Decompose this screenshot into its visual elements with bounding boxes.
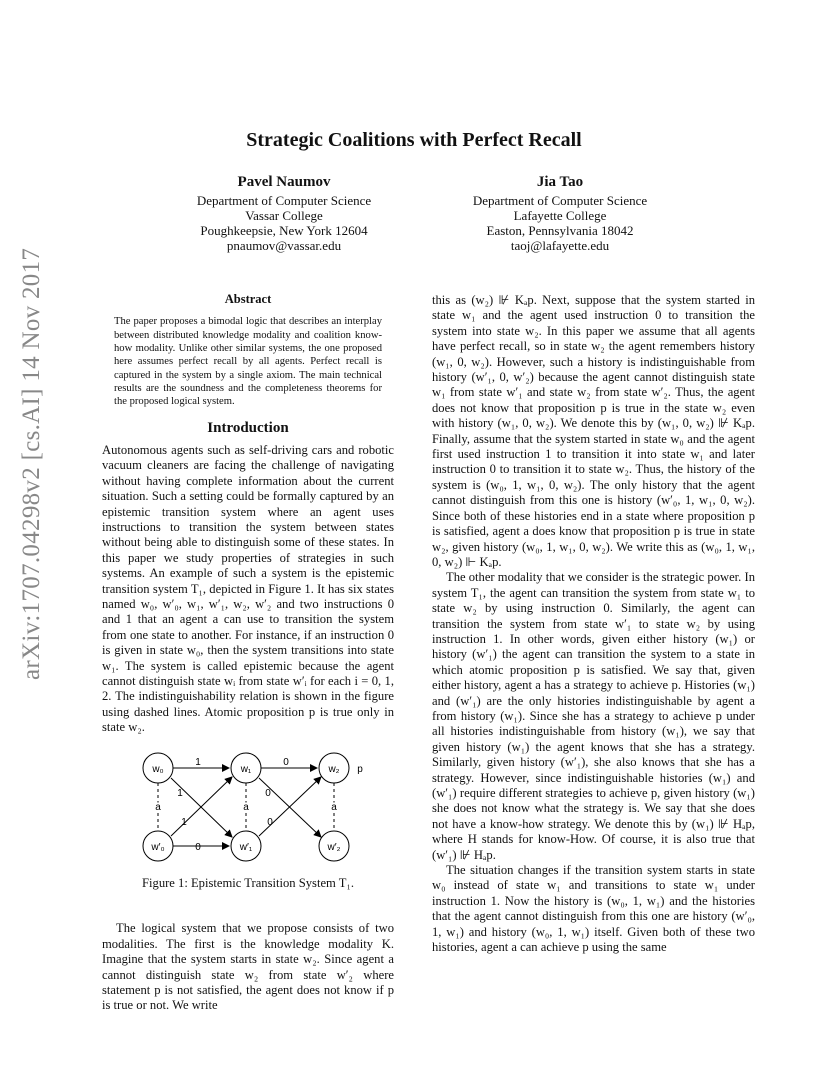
edge-label: 0: [195, 841, 201, 853]
right-column: [432, 293, 755, 955]
author-dept: Department of Computer Science: [196, 193, 372, 208]
author-name: Pavel Naumov: [237, 174, 331, 190]
edge-label: 0: [283, 756, 289, 768]
author-name: Jia Tao: [536, 174, 584, 190]
state-label: w′₀: [151, 841, 165, 853]
edge-label: 0: [267, 816, 273, 828]
author-block: [430, 175, 690, 253]
intro-paragraph: The logical system that we propose consists of two modalities. The first is the knowledge modality K. Imagine that the system starts in state w₂. Since agent a cannot distinguish state w₂ from state w′₂ where statement p is not satisfied, the agent does not know if p is true or not. We write: [102, 921, 394, 1013]
transition-edge: [171, 778, 232, 837]
author-email: pnaumov@vassar.edu: [226, 238, 342, 253]
state-label: w₀: [152, 763, 164, 775]
author-address: Easton, Pennsylvania 18042: [486, 223, 634, 238]
arxiv-stamp: arXiv:1707.04298v2 [cs.AI] 14 Nov 2017: [18, 247, 45, 680]
state-label: w₁: [240, 763, 252, 775]
edge-label: 1: [177, 787, 183, 799]
agent-label: a: [243, 801, 249, 813]
edge-label: 1: [195, 756, 201, 768]
abstract-heading: Abstract: [224, 292, 272, 306]
figure-1: [102, 746, 394, 892]
state-label: w₂: [328, 763, 340, 775]
paper-title: Strategic Coalitions with Perfect Recall: [246, 129, 582, 151]
edge-label: 1: [181, 816, 187, 828]
author-dept: Department of Computer Science: [472, 193, 648, 208]
state-label: w′₁: [239, 841, 253, 853]
body-paragraph: The situation changes if the transition system starts in state w₀ instead of state w₁ and transitions to state w₁ under instruction 1. Now the history is (w₀, 1, w₁) and the histories that the agent cannot distinguish from this one are history (w′₀, 1, w₁) and history (w₀, 1, w₁) itself. Given both of these two histories, agent a can achieve p using the same: [432, 863, 755, 955]
state-label: w′₂: [327, 841, 341, 853]
author-block: [154, 175, 414, 253]
author-address: Poughkeepsie, New York 12604: [200, 223, 368, 238]
proposition-label: p: [357, 763, 363, 775]
agent-label: a: [155, 801, 161, 813]
figure-caption: Figure 1: Epistemic Transition System T₁.: [142, 876, 354, 891]
abstract-text: The paper proposes a bimodal logic that describes an interplay between distributed knowledge modality and coalition know-how modality. Unlike other similar systems, the one proposed here assumes perfect recall by all agents. Perfect recall is captured in the system by a single axiom. The main technical results are the soundness and the completeness theorems for the proposed logical system.: [114, 316, 382, 408]
intro-paragraph: Autonomous agents such as self-driving cars and robotic vacuum cleaners are facing the challenge of navigating without having complete information about the current situation. Such a setting could be formally captured by an epistemic transition system where an agent uses instructions to transition the system between states without being able to distinguish some of these states. In this paper we study properties of strategies in such systems. An example of such a system is the epistemic transition system T₁, depicted in Figure 1. It has six states named w₀, w′₀, w₁, w′₁, w₂, w′₂ and two instructions 0 and 1 that an agent a can use to transition the system from one state to another. For instance, if an instruction 0 is given in state w₀, then the system transitions into state w₁. The system is called epistemic because the agent cannot distinguish state wᵢ from state w′ᵢ for each i = 0, 1, 2. The indistinguishability relation is shown in the figure using dashed lines. Atomic proposition p is true only in state w₂.: [102, 442, 394, 735]
transition-edge: [259, 778, 321, 837]
author-institution: Lafayette College: [513, 208, 607, 223]
body-paragraph: this as (w₂) ⊮ Kₐp. Next, suppose that the system started in state w₁ and the agent used instruction 0 to transition the system into state w₂. In this paper we assume that all agents have perfect recall, so in state w₂ the agent remembers history (w₁, 0, w₂). However, such a history is indistinguishable from history (w′₁, 0, w′₂) because the agent cannot distinguish state w₁ from state w′₁ and state w₂ from state w′₂. Thus, the agent does not know that proposition p is true in the state w₂ even with history (w₁, 0, w₂). We denote this by (w₁, 0, w₂) ⊮ Kₐp. Finally, assume that the system started in state w₀ and the agent first used instruction 1 to transition it into state w₁ and later instruction 0 to transition it to state w₂. Thus, the history of the system is (w₀, 1, w₁, 0, w₂). The only history that the agent cannot distinguish from this one is history (w′₀, 1, w₁, 0, w₂). Since both of these histories end in a state where proposition p is satisfied, agent a does know that proposition p is true in state w₂, given history (w₀, 1, w₁, 0, w₂). We write this as (w₀, 1, w₁, 0, w₂) ⊩ Kₐp.: [432, 293, 755, 569]
author-institution: Vassar College: [245, 208, 323, 223]
left-column: [102, 292, 394, 1014]
edge-label: 0: [265, 787, 271, 799]
agent-label: a: [331, 801, 337, 813]
section-heading: Introduction: [207, 420, 289, 437]
body-paragraph: The other modality that we consider is the strategic power. In system T₁, the agent can transition the system from state w₁ to state w₂ by using instruction 0. Similarly, the agent can transition the system from state w′₁ to state w₂ by using instruction 1. In other words, given either history (w₁) or history (w′₁) the agent can transition the system to a state in which atomic proposition p is satisfied. We say that, given either history, agent a has a strategy to achieve p. Histories (w₁) and (w′₁) are the only histories indistinguishable by agent a from history (w₁). Since she has a strategy to achieve p under all histories indistinguishable from history (w₁), we say that given history (w₁) the agent knows that she has a strategy. Similarly, given history (w′₁), she also knows that she has a strategy. However, since indistinguishable histories (w₁) and (w′₁) require different strategies to achieve p, given history (w₁) she does not know what the strategy is. We say that she does not have a know-how strategy. We denote this by (w₁) ⊮ Hₐp, where H stands for know-How. Of course, it is also true that (w′₁) ⊮ Hₐp.: [432, 570, 755, 862]
author-email: taoj@lafayette.edu: [510, 238, 610, 253]
transition-edge: [171, 777, 232, 836]
transition-diagram: [128, 746, 368, 864]
